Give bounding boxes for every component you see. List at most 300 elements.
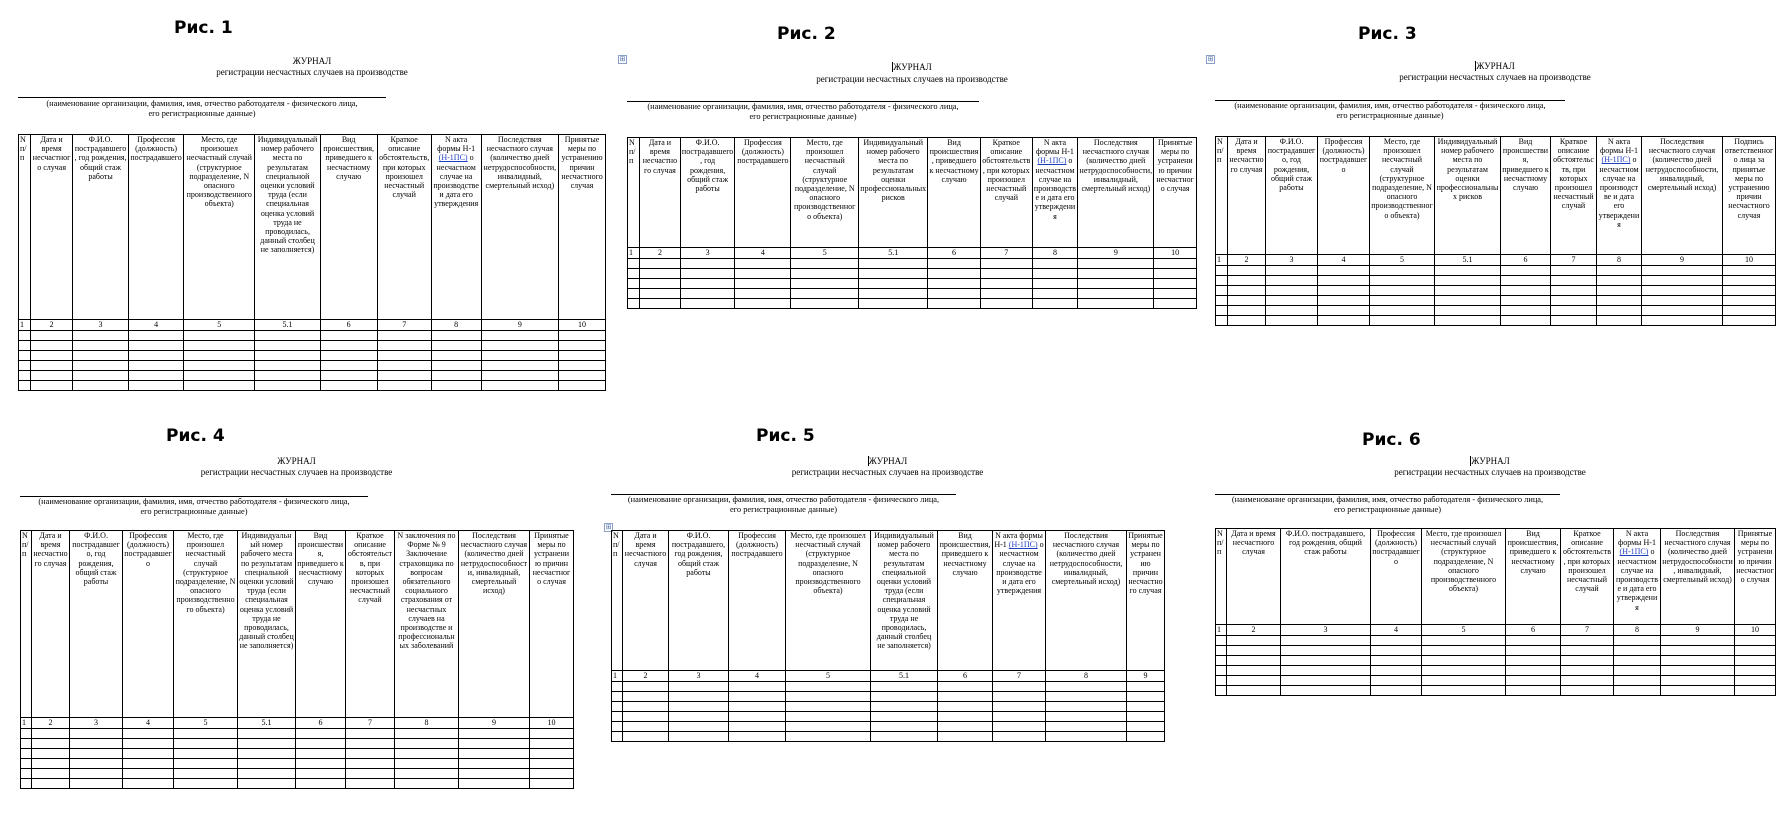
table-cell[interactable] (1228, 316, 1266, 326)
table-cell[interactable] (530, 769, 574, 779)
table-cell[interactable] (1435, 296, 1501, 306)
table-cell[interactable] (993, 722, 1046, 732)
table-cell[interactable] (928, 279, 981, 289)
table-cell[interactable] (1216, 646, 1227, 656)
table-cell[interactable] (680, 289, 735, 299)
table-cell[interactable] (346, 779, 395, 789)
table-cell[interactable] (1227, 656, 1281, 666)
table-cell[interactable] (31, 361, 73, 371)
table-cell[interactable] (70, 739, 123, 749)
table-cell[interactable] (623, 702, 669, 712)
table-cell[interactable] (1228, 306, 1266, 316)
table-move-handle-icon[interactable]: ⊞ (605, 523, 612, 531)
table-cell[interactable] (296, 779, 346, 789)
table-cell[interactable] (1046, 722, 1127, 732)
table-cell[interactable] (1506, 686, 1561, 696)
table-cell[interactable] (1422, 666, 1506, 676)
table-cell[interactable] (1127, 732, 1165, 742)
table-cell[interactable] (1046, 712, 1127, 722)
table-cell[interactable] (1216, 686, 1227, 696)
table-cell[interactable] (859, 269, 928, 279)
table-cell[interactable] (1435, 286, 1501, 296)
table-cell[interactable] (174, 759, 238, 769)
table-cell[interactable] (129, 381, 184, 391)
table-cell[interactable] (871, 692, 938, 702)
table-cell[interactable] (1228, 286, 1266, 296)
table-cell[interactable] (123, 779, 174, 789)
table-cell[interactable] (1506, 646, 1561, 656)
table-cell[interactable] (1735, 666, 1776, 676)
form-link[interactable]: (Н-1ПС) (1601, 155, 1631, 165)
table-cell[interactable] (1661, 636, 1735, 646)
table-cell[interactable] (791, 289, 859, 299)
table-cell[interactable] (73, 341, 129, 351)
table-cell[interactable] (346, 729, 395, 739)
table-cell[interactable] (640, 279, 681, 289)
table-cell[interactable] (129, 341, 184, 351)
table-cell[interactable] (530, 739, 574, 749)
table-cell[interactable] (255, 331, 320, 341)
table-cell[interactable] (123, 759, 174, 769)
table-cell[interactable] (19, 341, 31, 351)
table-cell[interactable] (1266, 306, 1318, 316)
table-cell[interactable] (1216, 266, 1228, 276)
table-cell[interactable] (729, 732, 786, 742)
table-cell[interactable] (530, 749, 574, 759)
table-cell[interactable] (1078, 299, 1154, 309)
table-cell[interactable] (70, 729, 123, 739)
table-cell[interactable] (729, 722, 786, 732)
table-cell[interactable] (1501, 296, 1551, 306)
table-cell[interactable] (1661, 666, 1735, 676)
table-cell[interactable] (640, 289, 681, 299)
table-cell[interactable] (1216, 636, 1227, 646)
table-cell[interactable] (1723, 296, 1776, 306)
table-cell[interactable] (1216, 276, 1228, 286)
table-cell[interactable] (871, 732, 938, 742)
table-cell[interactable] (786, 702, 871, 712)
table-cell[interactable] (938, 732, 993, 742)
table-cell[interactable] (184, 351, 255, 361)
table-cell[interactable] (1078, 269, 1154, 279)
table-cell[interactable] (1661, 676, 1735, 686)
table-cell[interactable] (623, 722, 669, 732)
table-cell[interactable] (735, 299, 791, 309)
table-cell[interactable] (1422, 646, 1506, 656)
table-cell[interactable] (238, 769, 296, 779)
table-cell[interactable] (21, 769, 32, 779)
table-cell[interactable] (1216, 656, 1227, 666)
table-cell[interactable] (938, 722, 993, 732)
table-cell[interactable] (32, 779, 70, 789)
table-cell[interactable] (669, 692, 729, 702)
table-cell[interactable] (612, 682, 623, 692)
table-cell[interactable] (1723, 266, 1776, 276)
table-cell[interactable] (1227, 666, 1281, 676)
table-cell[interactable] (640, 269, 681, 279)
table-cell[interactable] (1318, 316, 1370, 326)
table-cell[interactable] (123, 749, 174, 759)
table-cell[interactable] (559, 371, 606, 381)
table-cell[interactable] (1735, 676, 1776, 686)
table-cell[interactable] (346, 749, 395, 759)
table-cell[interactable] (980, 269, 1032, 279)
table-cell[interactable] (871, 712, 938, 722)
table-cell[interactable] (1597, 266, 1642, 276)
table-cell[interactable] (623, 682, 669, 692)
table-cell[interactable] (623, 732, 669, 742)
table-cell[interactable] (623, 712, 669, 722)
table-cell[interactable] (32, 729, 70, 739)
table-cell[interactable] (296, 749, 346, 759)
table-cell[interactable] (938, 682, 993, 692)
table-cell[interactable] (559, 361, 606, 371)
table-cell[interactable] (174, 769, 238, 779)
table-cell[interactable] (1370, 306, 1435, 316)
table-cell[interactable] (791, 299, 859, 309)
table-cell[interactable] (1318, 306, 1370, 316)
table-cell[interactable] (21, 759, 32, 769)
table-cell[interactable] (1127, 682, 1165, 692)
table-cell[interactable] (238, 759, 296, 769)
table-cell[interactable] (1614, 656, 1661, 666)
table-cell[interactable] (1266, 296, 1318, 306)
table-cell[interactable] (628, 279, 640, 289)
table-cell[interactable] (73, 331, 129, 341)
table-cell[interactable] (19, 361, 31, 371)
table-cell[interactable] (729, 692, 786, 702)
table-cell[interactable] (1078, 279, 1154, 289)
table-cell[interactable] (184, 361, 255, 371)
table-cell[interactable] (129, 371, 184, 381)
table-cell[interactable] (129, 361, 184, 371)
table-cell[interactable] (1281, 666, 1371, 676)
table-cell[interactable] (431, 351, 481, 361)
table-cell[interactable] (612, 712, 623, 722)
table-cell[interactable] (993, 712, 1046, 722)
table-cell[interactable] (791, 269, 859, 279)
table-cell[interactable] (1032, 269, 1078, 279)
table-cell[interactable] (377, 361, 431, 371)
table-cell[interactable] (628, 259, 640, 269)
table-cell[interactable] (1501, 316, 1551, 326)
table-cell[interactable] (1266, 266, 1318, 276)
table-cell[interactable] (871, 682, 938, 692)
table-cell[interactable] (1422, 676, 1506, 686)
table-cell[interactable] (129, 351, 184, 361)
table-cell[interactable] (70, 759, 123, 769)
table-cell[interactable] (1370, 276, 1435, 286)
table-cell[interactable] (1642, 266, 1723, 276)
table-cell[interactable] (1614, 686, 1661, 696)
table-cell[interactable] (1614, 666, 1661, 676)
table-cell[interactable] (377, 371, 431, 381)
table-cell[interactable] (1227, 636, 1281, 646)
table-cell[interactable] (459, 769, 530, 779)
table-cell[interactable] (1551, 316, 1597, 326)
table-cell[interactable] (1642, 296, 1723, 306)
table-cell[interactable] (395, 779, 459, 789)
table-cell[interactable] (1228, 276, 1266, 286)
table-cell[interactable] (377, 331, 431, 341)
table-cell[interactable] (1597, 316, 1642, 326)
table-cell[interactable] (1661, 646, 1735, 656)
table-cell[interactable] (1266, 286, 1318, 296)
table-cell[interactable] (612, 692, 623, 702)
table-cell[interactable] (1046, 732, 1127, 742)
table-cell[interactable] (628, 299, 640, 309)
table-cell[interactable] (1371, 636, 1422, 646)
table-cell[interactable] (1318, 266, 1370, 276)
table-cell[interactable] (296, 759, 346, 769)
table-cell[interactable] (735, 269, 791, 279)
table-cell[interactable] (1642, 286, 1723, 296)
table-cell[interactable] (320, 381, 377, 391)
table-cell[interactable] (859, 289, 928, 299)
table-move-handle-icon[interactable]: ⊞ (1207, 55, 1214, 63)
table-cell[interactable] (1281, 636, 1371, 646)
table-cell[interactable] (481, 371, 558, 381)
table-cell[interactable] (238, 739, 296, 749)
table-cell[interactable] (628, 269, 640, 279)
table-cell[interactable] (786, 722, 871, 732)
table-cell[interactable] (559, 331, 606, 341)
table-cell[interactable] (993, 692, 1046, 702)
table-cell[interactable] (296, 739, 346, 749)
table-cell[interactable] (395, 739, 459, 749)
table-cell[interactable] (1561, 676, 1614, 686)
table-cell[interactable] (669, 712, 729, 722)
table-cell[interactable] (791, 259, 859, 269)
table-cell[interactable] (1723, 306, 1776, 316)
table-cell[interactable] (1371, 686, 1422, 696)
table-cell[interactable] (320, 361, 377, 371)
table-cell[interactable] (1227, 646, 1281, 656)
table-cell[interactable] (481, 351, 558, 361)
table-cell[interactable] (481, 341, 558, 351)
table-cell[interactable] (1046, 682, 1127, 692)
table-cell[interactable] (1723, 316, 1776, 326)
table-cell[interactable] (928, 299, 981, 309)
table-cell[interactable] (481, 361, 558, 371)
table-cell[interactable] (1735, 646, 1776, 656)
table-cell[interactable] (928, 289, 981, 299)
table-cell[interactable] (174, 749, 238, 759)
table-cell[interactable] (459, 749, 530, 759)
table-cell[interactable] (1551, 286, 1597, 296)
table-cell[interactable] (612, 702, 623, 712)
table-cell[interactable] (1551, 276, 1597, 286)
table-cell[interactable] (530, 759, 574, 769)
table-cell[interactable] (31, 341, 73, 351)
table-cell[interactable] (1370, 286, 1435, 296)
table-cell[interactable] (1266, 276, 1318, 286)
table-cell[interactable] (1281, 676, 1371, 686)
table-cell[interactable] (238, 779, 296, 789)
table-cell[interactable] (1078, 289, 1154, 299)
table-cell[interactable] (1661, 686, 1735, 696)
table-cell[interactable] (1735, 636, 1776, 646)
table-cell[interactable] (1154, 259, 1197, 269)
table-cell[interactable] (928, 259, 981, 269)
table-cell[interactable] (1228, 266, 1266, 276)
table-cell[interactable] (729, 702, 786, 712)
table-cell[interactable] (980, 289, 1032, 299)
table-cell[interactable] (19, 381, 31, 391)
table-cell[interactable] (1506, 656, 1561, 666)
table-cell[interactable] (1506, 636, 1561, 646)
table-cell[interactable] (431, 361, 481, 371)
table-cell[interactable] (1227, 676, 1281, 686)
table-cell[interactable] (735, 259, 791, 269)
table-cell[interactable] (238, 749, 296, 759)
table-cell[interactable] (871, 702, 938, 712)
table-cell[interactable] (32, 739, 70, 749)
table-cell[interactable] (346, 739, 395, 749)
table-cell[interactable] (871, 722, 938, 732)
table-cell[interactable] (980, 299, 1032, 309)
table-cell[interactable] (680, 269, 735, 279)
table-cell[interactable] (1281, 646, 1371, 656)
table-cell[interactable] (1501, 286, 1551, 296)
table-cell[interactable] (993, 702, 1046, 712)
form-link[interactable]: (Н-1ПС) (1037, 156, 1067, 166)
table-cell[interactable] (1078, 259, 1154, 269)
table-cell[interactable] (31, 381, 73, 391)
table-cell[interactable] (628, 289, 640, 299)
table-cell[interactable] (1435, 316, 1501, 326)
form-link[interactable]: (Н-1ПС) (1619, 547, 1649, 557)
table-cell[interactable] (1032, 289, 1078, 299)
table-cell[interactable] (980, 279, 1032, 289)
table-cell[interactable] (238, 729, 296, 739)
table-cell[interactable] (1642, 316, 1723, 326)
table-cell[interactable] (938, 702, 993, 712)
table-cell[interactable] (32, 759, 70, 769)
table-cell[interactable] (459, 739, 530, 749)
table-cell[interactable] (1216, 296, 1228, 306)
table-cell[interactable] (19, 371, 31, 381)
table-cell[interactable] (1318, 286, 1370, 296)
table-cell[interactable] (1216, 666, 1227, 676)
table-cell[interactable] (346, 759, 395, 769)
table-cell[interactable] (735, 279, 791, 289)
form-link[interactable]: (Н-1ПС) (438, 153, 468, 163)
table-cell[interactable] (255, 371, 320, 381)
table-cell[interactable] (73, 361, 129, 371)
table-cell[interactable] (1561, 666, 1614, 676)
table-cell[interactable] (559, 351, 606, 361)
table-cell[interactable] (530, 779, 574, 789)
table-move-handle-icon[interactable]: ⊞ (619, 55, 626, 63)
table-cell[interactable] (123, 739, 174, 749)
table-cell[interactable] (1597, 286, 1642, 296)
table-cell[interactable] (791, 279, 859, 289)
table-cell[interactable] (395, 729, 459, 739)
table-cell[interactable] (938, 712, 993, 722)
table-cell[interactable] (623, 692, 669, 702)
table-cell[interactable] (395, 749, 459, 759)
table-cell[interactable] (184, 381, 255, 391)
table-cell[interactable] (859, 279, 928, 289)
table-cell[interactable] (1154, 279, 1197, 289)
table-cell[interactable] (174, 779, 238, 789)
table-cell[interactable] (1614, 636, 1661, 646)
table-cell[interactable] (1551, 306, 1597, 316)
table-cell[interactable] (1266, 316, 1318, 326)
table-cell[interactable] (21, 779, 32, 789)
table-cell[interactable] (1032, 259, 1078, 269)
table-cell[interactable] (1561, 656, 1614, 666)
table-cell[interactable] (184, 331, 255, 341)
table-cell[interactable] (70, 769, 123, 779)
table-cell[interactable] (73, 351, 129, 361)
table-cell[interactable] (1127, 692, 1165, 702)
table-cell[interactable] (980, 259, 1032, 269)
table-cell[interactable] (32, 749, 70, 759)
table-cell[interactable] (431, 341, 481, 351)
table-cell[interactable] (21, 749, 32, 759)
table-cell[interactable] (786, 732, 871, 742)
table-cell[interactable] (1154, 299, 1197, 309)
table-cell[interactable] (1371, 676, 1422, 686)
table-cell[interactable] (1227, 686, 1281, 696)
table-cell[interactable] (174, 729, 238, 739)
table-cell[interactable] (1597, 276, 1642, 286)
table-cell[interactable] (184, 341, 255, 351)
table-cell[interactable] (559, 381, 606, 391)
table-cell[interactable] (431, 331, 481, 341)
table-cell[interactable] (1661, 656, 1735, 666)
table-cell[interactable] (1032, 279, 1078, 289)
table-cell[interactable] (377, 381, 431, 391)
table-cell[interactable] (296, 729, 346, 739)
table-cell[interactable] (320, 351, 377, 361)
table-cell[interactable] (1281, 686, 1371, 696)
form-link[interactable]: (Н-1ПС) (1008, 540, 1038, 550)
table-cell[interactable] (729, 712, 786, 722)
table-cell[interactable] (669, 682, 729, 692)
table-cell[interactable] (928, 269, 981, 279)
table-cell[interactable] (1614, 646, 1661, 656)
table-cell[interactable] (1551, 296, 1597, 306)
table-cell[interactable] (1370, 266, 1435, 276)
table-cell[interactable] (31, 371, 73, 381)
table-cell[interactable] (669, 702, 729, 712)
table-cell[interactable] (431, 371, 481, 381)
table-cell[interactable] (1046, 702, 1127, 712)
table-cell[interactable] (395, 769, 459, 779)
table-cell[interactable] (1723, 276, 1776, 286)
table-cell[interactable] (459, 729, 530, 739)
table-cell[interactable] (729, 682, 786, 692)
table-cell[interactable] (680, 279, 735, 289)
table-cell[interactable] (1561, 646, 1614, 656)
table-cell[interactable] (1435, 266, 1501, 276)
table-cell[interactable] (669, 722, 729, 732)
table-cell[interactable] (481, 381, 558, 391)
table-cell[interactable] (1642, 276, 1723, 286)
table-cell[interactable] (21, 739, 32, 749)
table-cell[interactable] (395, 759, 459, 769)
table-cell[interactable] (21, 729, 32, 739)
table-cell[interactable] (1228, 296, 1266, 306)
table-cell[interactable] (640, 299, 681, 309)
table-cell[interactable] (19, 331, 31, 341)
table-cell[interactable] (993, 732, 1046, 742)
table-cell[interactable] (1032, 299, 1078, 309)
table-cell[interactable] (255, 381, 320, 391)
